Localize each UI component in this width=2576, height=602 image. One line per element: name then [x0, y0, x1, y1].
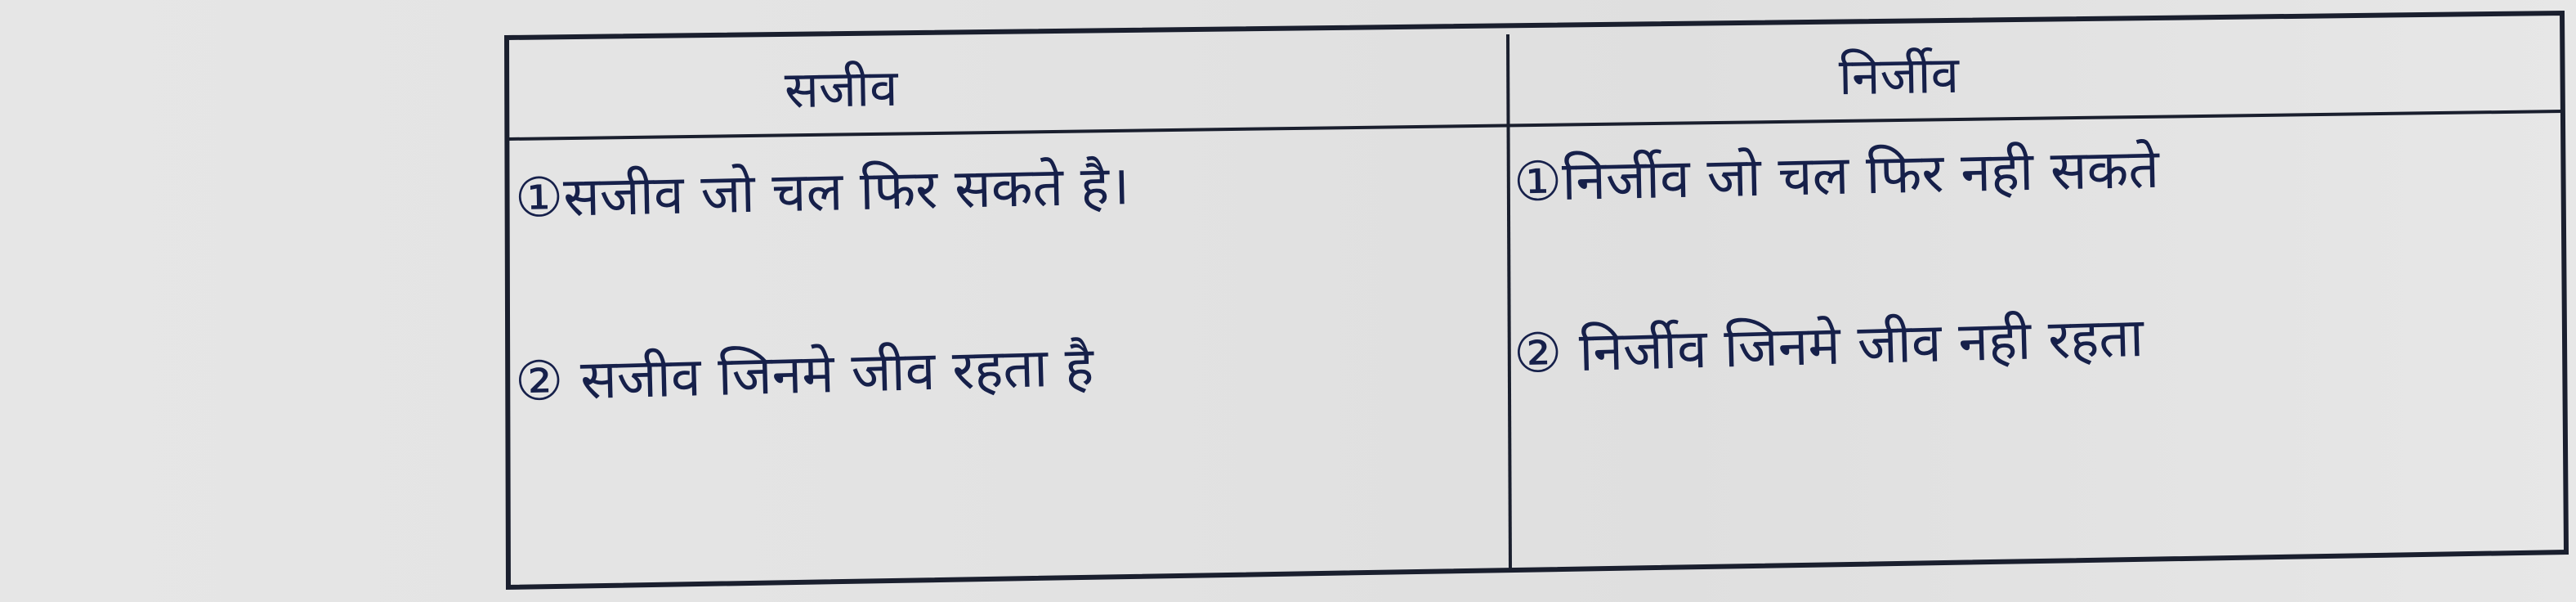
header-living: सजीव — [784, 57, 899, 120]
row-2-nonliving: ② निर्जीव जिनमे जीव नही रहता — [1513, 305, 2144, 386]
header-nonliving: निर्जीव — [1838, 44, 1960, 107]
row-2-living: ② सजीव जिनमे जीव रहता है — [514, 335, 1095, 414]
row-1-nonliving: ①निर्जीव जो चल फिर नही सकते — [1513, 137, 2160, 214]
column-divider — [1508, 34, 1510, 568]
row-1-living: ①सजीव जो चल फिर सकते है। — [514, 154, 1130, 230]
